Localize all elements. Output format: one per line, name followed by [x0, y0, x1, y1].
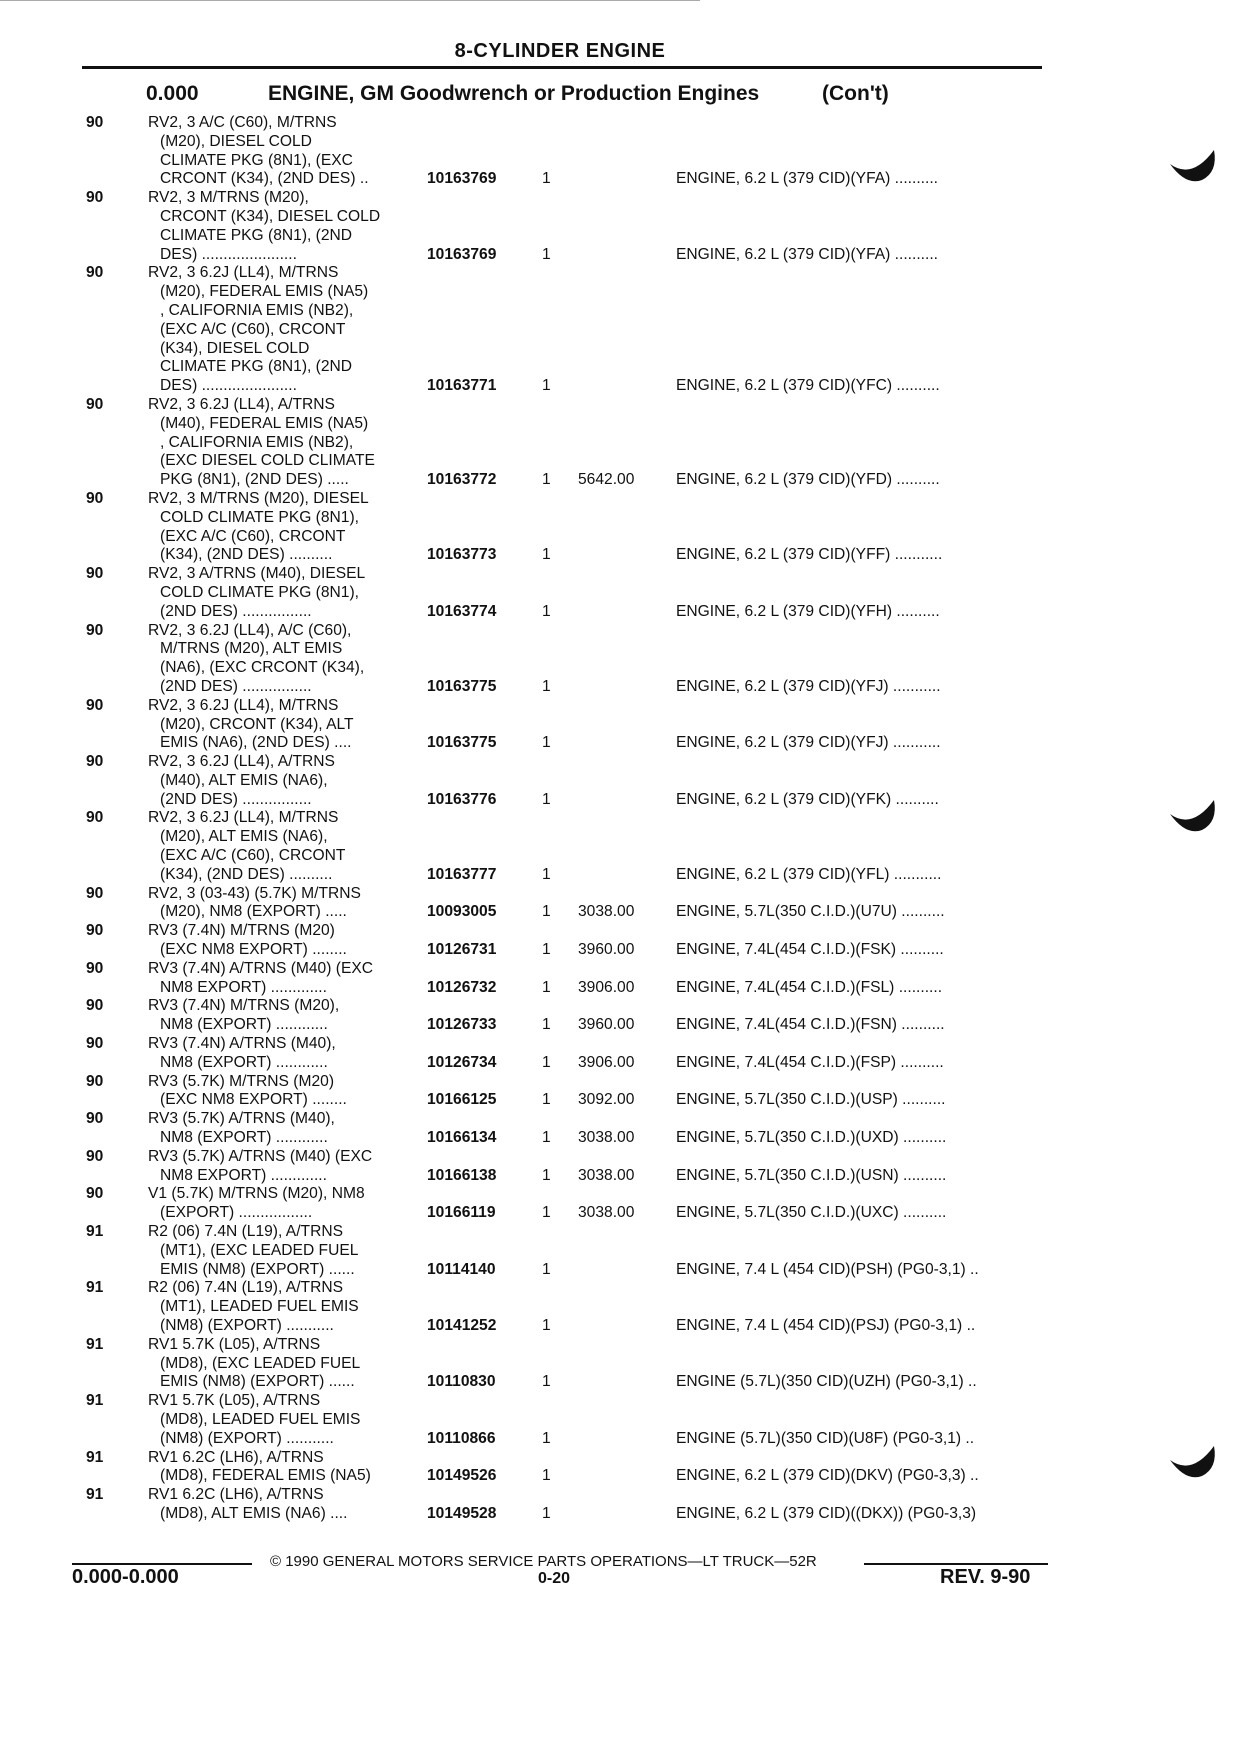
description-line: (NA6), (EXC CRCONT (K34),	[160, 659, 365, 677]
description-line: (MD8), FEDERAL EMIS (NA5)	[160, 1467, 371, 1485]
entry-part-name: ENGINE, 7.4L(454 C.I.D.)(FSN) ..........	[676, 1016, 945, 1034]
description-line: (K34), DIESEL COLD	[160, 339, 310, 357]
entry-quantity: 1	[542, 170, 551, 188]
entry-description	[148, 997, 424, 1035]
parts-entry	[0, 1223, 1248, 1279]
parts-entry	[0, 922, 1248, 960]
entry-quantity: 1	[542, 677, 551, 695]
entry-model-year: 91	[86, 1335, 104, 1353]
description-line: RV3 (5.7K) M/TRNS (M20)	[148, 1072, 335, 1090]
entry-part-name: ENGINE, 5.7L(350 C.I.D.)(USP) ..........	[676, 1091, 946, 1109]
entry-quantity: 1	[542, 1166, 551, 1184]
entry-part-number: 10093005	[427, 903, 497, 921]
description-line: (EXC DIESEL COLD CLIMATE	[160, 452, 375, 470]
parts-entry	[0, 1035, 1248, 1073]
description-line: CLIMATE PKG (8N1), (EXC	[160, 151, 353, 169]
description-line: (EXPORT) .................	[160, 1204, 313, 1222]
entry-quantity: 1	[542, 1317, 551, 1334]
description-line: (M20), DIESEL COLD	[160, 132, 312, 150]
header-rule	[82, 66, 1042, 69]
entry-part-name: ENGINE, 6.2 L (379 CID)(YFF) ...........	[676, 546, 943, 564]
entry-model-year: 90	[86, 753, 104, 771]
entry-quantity: 1	[542, 602, 551, 620]
entry-description	[148, 1336, 424, 1392]
entry-part-name: ENGINE, 5.7L(350 C.I.D.)(UXC) ..........	[676, 1204, 947, 1222]
entry-quantity: 1	[542, 1129, 551, 1147]
entry-part-name: ENGINE, 7.4L(454 C.I.D.)(FSP) ..........	[676, 1053, 944, 1071]
entry-description	[148, 1449, 424, 1487]
parts-entry	[0, 1110, 1248, 1148]
description-line: (MD8), LEADED FUEL EMIS	[160, 1410, 361, 1428]
entry-model-year: 91	[86, 1448, 104, 1466]
parts-entry	[0, 1336, 1248, 1392]
binder-hole-icon	[1168, 796, 1220, 836]
entry-model-year: 90	[86, 565, 104, 583]
entry-price: 3038.00	[578, 1129, 635, 1147]
entry-part-name: ENGINE, 6.2 L (379 CID)(YFK) ..........	[676, 790, 939, 808]
description-line: RV2, 3 A/TRNS (M40), DIESEL	[148, 565, 366, 583]
entry-model-year: 90	[86, 997, 104, 1015]
description-line: NM8 (EXPORT) ............	[160, 1016, 328, 1034]
entry-model-year: 90	[86, 1035, 104, 1053]
entry-model-year: 90	[86, 884, 104, 902]
entry-part-name: ENGINE, 6.2 L (379 CID)((DKX)) (PG0-3,3)	[676, 1504, 977, 1522]
entry-part-number: 10163773	[427, 546, 497, 564]
description-line: (M20), CRCONT (K34), ALT	[160, 715, 354, 733]
description-line: RV2, 3 6.2J (LL4), A/C (C60),	[148, 621, 352, 639]
description-line: (MD8), ALT EMIS (NA6) ....	[160, 1504, 348, 1522]
parts-entry	[0, 885, 1248, 923]
description-line: R2 (06) 7.4N (L19), A/TRNS	[148, 1223, 343, 1241]
description-line: RV2, 3 6.2J (LL4), A/TRNS	[148, 753, 335, 771]
entry-part-name: ENGINE (5.7L)(350 CID)(U8F) (PG0-3,1) ..	[676, 1429, 975, 1447]
entry-part-number: 10166125	[427, 1091, 497, 1109]
entry-price: 3906.00	[578, 978, 635, 996]
entry-part-number: 10141252	[427, 1317, 497, 1334]
entry-quantity: 1	[542, 978, 551, 996]
entry-price: 5642.00	[578, 471, 635, 489]
entry-part-number: 10149526	[427, 1467, 497, 1485]
entry-quantity: 1	[542, 1091, 551, 1109]
footer-rule-right	[864, 1563, 1048, 1565]
description-line: (K34), (2ND DES) ..........	[160, 865, 333, 883]
entry-model-year: 90	[86, 1147, 104, 1165]
description-line: CRCONT (K34), (2ND DES) ..	[160, 170, 369, 188]
description-line: EMIS (NM8) (EXPORT) ......	[160, 1260, 355, 1278]
entry-quantity: 1	[542, 865, 551, 883]
description-line: CLIMATE PKG (8N1), (2ND	[160, 358, 353, 376]
parts-entry	[0, 960, 1248, 998]
description-line: RV2, 3 6.2J (LL4), A/TRNS	[148, 395, 335, 413]
description-line: RV1 5.7K (L05), A/TRNS	[148, 1335, 321, 1353]
entry-part-number: 10110830	[427, 1373, 496, 1391]
entry-quantity: 1	[542, 1504, 551, 1522]
entry-part-name: ENGINE, 6.2 L (379 CID)(DKV) (PG0-3,3) ..	[676, 1467, 979, 1485]
entry-description	[148, 922, 424, 960]
description-line: (M40), FEDERAL EMIS (NA5)	[160, 414, 369, 432]
entry-quantity: 1	[542, 903, 551, 921]
entry-description	[148, 1392, 424, 1448]
description-line: (2ND DES) ................	[160, 677, 312, 695]
parts-entry	[0, 490, 1248, 565]
description-line: NM8 EXPORT) .............	[160, 978, 327, 996]
description-line: EMIS (NM8) (EXPORT) ......	[160, 1373, 355, 1391]
description-line: RV3 (7.4N) M/TRNS (M20),	[148, 997, 340, 1015]
entry-part-number: 10163769	[427, 170, 497, 188]
description-line: RV2, 3 6.2J (LL4), M/TRNS	[148, 809, 339, 827]
entry-description	[148, 1073, 424, 1111]
entry-part-number: 10126733	[427, 1016, 497, 1034]
description-line: (EXC NM8 EXPORT) ........	[160, 1091, 347, 1109]
entry-quantity: 1	[542, 1373, 551, 1391]
section-number: 0.000	[146, 82, 199, 105]
parts-entry	[0, 1449, 1248, 1487]
parts-entry	[0, 997, 1248, 1035]
description-line: (NM8) (EXPORT) ...........	[160, 1317, 334, 1334]
entry-model-year: 90	[86, 489, 104, 507]
description-line: CLIMATE PKG (8N1), (2ND	[160, 226, 353, 244]
entry-part-name: ENGINE, 7.4L(454 C.I.D.)(FSK) ..........	[676, 941, 944, 959]
entry-part-name: ENGINE, 7.4L(454 C.I.D.)(FSL) ..........	[676, 978, 943, 996]
entry-part-number: 10126732	[427, 978, 497, 996]
entry-part-number: 10163771	[427, 377, 497, 395]
entry-part-name: ENGINE, 6.2 L (379 CID)(YFL) ...........	[676, 865, 942, 883]
description-line: R2 (06) 7.4N (L19), A/TRNS	[148, 1279, 343, 1297]
entry-part-number: 10163775	[427, 677, 497, 695]
description-line: (M20), NM8 (EXPORT) .....	[160, 903, 347, 921]
parts-entry	[0, 189, 1248, 264]
description-line: (NM8) (EXPORT) ...........	[160, 1429, 334, 1447]
description-line: NM8 (EXPORT) ............	[160, 1129, 328, 1147]
binder-hole-icon	[1168, 1442, 1220, 1482]
description-line: RV1 6.2C (LH6), A/TRNS	[148, 1486, 324, 1504]
entry-quantity: 1	[542, 1016, 551, 1034]
entry-description	[148, 1223, 424, 1279]
entry-part-number: 10149528	[427, 1504, 497, 1522]
entry-description	[148, 885, 424, 923]
page-title: 8-CYLINDER ENGINE	[454, 40, 666, 62]
entry-model-year: 90	[86, 922, 104, 940]
description-line: DES) ......................	[160, 377, 297, 395]
parts-entry	[0, 114, 1248, 189]
parts-entry	[0, 1392, 1248, 1448]
entry-model-year: 91	[86, 1486, 104, 1504]
description-line: RV2, 3 A/C (C60), M/TRNS	[148, 114, 337, 131]
entry-quantity: 1	[542, 1053, 551, 1071]
entry-model-year: 91	[86, 1279, 104, 1297]
description-line: RV1 5.7K (L05), A/TRNS	[148, 1392, 321, 1410]
description-line: , CALIFORNIA EMIS (NB2),	[160, 433, 354, 451]
binder-hole-icon	[1168, 146, 1220, 186]
entry-description	[148, 1279, 424, 1335]
entry-quantity: 1	[542, 790, 551, 808]
entry-quantity: 1	[542, 1429, 551, 1447]
entry-part-name: ENGINE, 7.4 L (454 CID)(PSH) (PG0-3,1) ..	[676, 1260, 979, 1278]
entry-price: 3092.00	[578, 1091, 635, 1109]
description-line: COLD CLIMATE PKG (8N1),	[160, 508, 360, 526]
description-line: , CALIFORNIA EMIS (NB2),	[160, 301, 354, 319]
entry-description	[148, 565, 424, 621]
entry-part-name: ENGINE, 6.2 L (379 CID)(YFH) ..........	[676, 602, 940, 620]
entry-part-name: ENGINE, 7.4 L (454 CID)(PSJ) (PG0-3,1) ..	[676, 1317, 976, 1334]
parts-entry	[0, 1073, 1248, 1111]
entry-part-number: 10163775	[427, 734, 497, 752]
entry-quantity: 1	[542, 734, 551, 752]
entry-description	[148, 697, 424, 753]
entry-quantity: 1	[542, 471, 551, 489]
parts-entry	[0, 264, 1248, 396]
entry-part-number: 10166119	[427, 1204, 496, 1222]
description-line: RV1 6.2C (LH6), A/TRNS	[148, 1448, 324, 1466]
description-line: (EXC NM8 EXPORT) ........	[160, 941, 347, 959]
section-continued: (Con't)	[822, 82, 889, 105]
entry-part-number: 10163772	[427, 471, 497, 489]
entry-model-year: 90	[86, 809, 104, 827]
entry-part-number: 10163774	[427, 602, 497, 620]
description-line: EMIS (NA6), (2ND DES) ....	[160, 734, 352, 752]
description-line: (EXC A/C (C60), CRCONT	[160, 527, 346, 545]
description-line: (M20), ALT EMIS (NA6),	[160, 828, 328, 846]
entry-part-number: 10126731	[427, 941, 497, 959]
description-line: (EXC A/C (C60), CRCONT	[160, 320, 346, 338]
entry-description	[148, 1185, 424, 1223]
description-line: M/TRNS (M20), ALT EMIS	[160, 640, 343, 658]
parts-entry	[0, 1185, 1248, 1223]
section-title: ENGINE, GM Goodwrench or Production Engines	[268, 82, 760, 105]
entry-description	[148, 1486, 424, 1524]
entry-price: 3960.00	[578, 1016, 635, 1034]
top-edge-rule	[0, 0, 700, 1]
entry-part-name: ENGINE, 6.2 L (379 CID)(YFD) ..........	[676, 471, 940, 489]
entry-price: 3906.00	[578, 1053, 635, 1071]
entry-part-name: ENGINE (5.7L)(350 CID)(UZH) (PG0-3,1) ..	[676, 1373, 977, 1391]
entry-model-year: 90	[86, 1185, 104, 1203]
entry-model-year: 91	[86, 1223, 104, 1241]
entry-description	[148, 189, 424, 264]
entry-part-number: 10166138	[427, 1166, 497, 1184]
description-line: RV3 (7.4N) M/TRNS (M20)	[148, 922, 335, 940]
entry-description	[148, 1110, 424, 1148]
entry-model-year: 90	[86, 959, 104, 977]
description-line: (2ND DES) ................	[160, 790, 312, 808]
description-line: (2ND DES) ................	[160, 602, 312, 620]
entry-part-name: ENGINE, 6.2 L (379 CID)(YFA) ..........	[676, 170, 938, 188]
entry-part-name: ENGINE, 5.7L(350 C.I.D.)(U7U) ..........	[676, 903, 945, 921]
entry-part-name: ENGINE, 6.2 L (379 CID)(YFJ) ...........	[676, 677, 941, 695]
description-line: PKG (8N1), (2ND DES) .....	[160, 471, 349, 489]
description-line: NM8 EXPORT) .............	[160, 1166, 327, 1184]
description-line: (K34), (2ND DES) ..........	[160, 546, 333, 564]
entry-part-number: 10114140	[427, 1260, 496, 1278]
entry-model-year: 90	[86, 696, 104, 714]
description-line: RV2, 3 6.2J (LL4), M/TRNS	[148, 696, 339, 714]
entry-model-year: 90	[86, 114, 104, 131]
section-heading	[146, 82, 889, 106]
parts-entry	[0, 809, 1248, 884]
entry-quantity: 1	[542, 245, 551, 263]
entry-part-name: ENGINE, 5.7L(350 C.I.D.)(UXD) ..........	[676, 1129, 947, 1147]
entry-quantity: 1	[542, 1260, 551, 1278]
parts-entry	[0, 565, 1248, 621]
entry-price: 3038.00	[578, 903, 635, 921]
entry-part-number: 10166134	[427, 1129, 497, 1147]
parts-list	[0, 114, 1248, 1524]
description-line: (MT1), (EXC LEADED FUEL	[160, 1241, 359, 1259]
entry-part-number: 10163769	[427, 245, 497, 263]
parts-entry	[0, 1279, 1248, 1335]
entry-model-year: 90	[86, 264, 104, 282]
description-line: RV2, 3 M/TRNS (M20),	[148, 189, 309, 207]
entry-description	[148, 809, 424, 884]
parts-entry	[0, 1148, 1248, 1186]
description-line: RV2, 3 6.2J (LL4), M/TRNS	[148, 264, 339, 282]
description-line: RV3 (7.4N) A/TRNS (M40) (EXC	[148, 959, 374, 977]
description-line: COLD CLIMATE PKG (8N1),	[160, 583, 360, 601]
parts-entry	[0, 622, 1248, 697]
entry-description	[148, 753, 424, 809]
entry-model-year: 90	[86, 395, 104, 413]
entry-price: 3038.00	[578, 1166, 635, 1184]
footer-section-range: 0.000-0.000	[72, 1566, 179, 1588]
description-line: (M20), FEDERAL EMIS (NA5)	[160, 283, 369, 301]
entry-part-number: 10110866	[427, 1429, 496, 1447]
description-line: V1 (5.7K) M/TRNS (M20), NM8	[148, 1185, 365, 1203]
description-line: RV3 (5.7K) A/TRNS (M40),	[148, 1110, 335, 1128]
description-line: RV3 (5.7K) A/TRNS (M40) (EXC	[148, 1147, 373, 1165]
entry-description	[148, 490, 424, 565]
entry-price: 3038.00	[578, 1204, 635, 1222]
entry-description	[148, 1035, 424, 1073]
entry-model-year: 90	[86, 621, 104, 639]
description-line: NM8 (EXPORT) ............	[160, 1053, 328, 1071]
entry-quantity: 1	[542, 1204, 551, 1222]
entry-quantity: 1	[542, 546, 551, 564]
entry-part-name: ENGINE, 5.7L(350 C.I.D.)(USN) ..........	[676, 1166, 947, 1184]
entry-quantity: 1	[542, 1467, 551, 1485]
footer-copyright: © 1990 GENERAL MOTORS SERVICE PARTS OPERATIONS—LT TRUCK—52R	[270, 1553, 817, 1570]
description-line: CRCONT (K34), DIESEL COLD	[160, 207, 381, 225]
description-line: (MT1), LEADED FUEL EMIS	[160, 1298, 359, 1316]
footer-revision: REV. 9-90	[940, 1566, 1031, 1588]
entry-model-year: 90	[86, 1072, 104, 1090]
parts-entry	[0, 697, 1248, 753]
entry-part-number: 10126734	[427, 1053, 497, 1071]
description-line: RV3 (7.4N) A/TRNS (M40),	[148, 1035, 336, 1053]
entry-model-year: 90	[86, 1110, 104, 1128]
entry-description	[148, 114, 424, 189]
description-line: (M40), ALT EMIS (NA6),	[160, 771, 328, 789]
description-line: DES) ......................	[160, 245, 297, 263]
entry-part-name: ENGINE, 6.2 L (379 CID)(YFJ) ...........	[676, 734, 941, 752]
description-line: RV2, 3 M/TRNS (M20), DIESEL	[148, 489, 369, 507]
description-line: (MD8), (EXC LEADED FUEL	[160, 1354, 361, 1372]
entry-description	[148, 396, 424, 490]
entry-description	[148, 264, 424, 396]
entry-model-year: 91	[86, 1392, 104, 1410]
entry-description	[148, 960, 424, 998]
footer-page-number: 0-20	[538, 1570, 571, 1587]
entry-part-number: 10163776	[427, 790, 497, 808]
parts-entry	[0, 396, 1248, 490]
entry-part-number: 10163777	[427, 865, 497, 883]
footer-rule-left	[72, 1563, 252, 1565]
description-line: RV2, 3 (03-43) (5.7K) M/TRNS	[148, 884, 361, 902]
entry-part-name: ENGINE, 6.2 L (379 CID)(YFC) ..........	[676, 377, 940, 395]
entry-description	[148, 1148, 424, 1186]
entry-quantity: 1	[542, 377, 551, 395]
entry-description	[148, 622, 424, 697]
parts-entry	[0, 753, 1248, 809]
entry-part-name: ENGINE, 6.2 L (379 CID)(YFA) ..........	[676, 245, 938, 263]
entry-price: 3960.00	[578, 941, 635, 959]
entry-quantity: 1	[542, 941, 551, 959]
entry-model-year: 90	[86, 189, 104, 207]
description-line: (EXC A/C (C60), CRCONT	[160, 847, 346, 865]
parts-entry	[0, 1486, 1248, 1524]
